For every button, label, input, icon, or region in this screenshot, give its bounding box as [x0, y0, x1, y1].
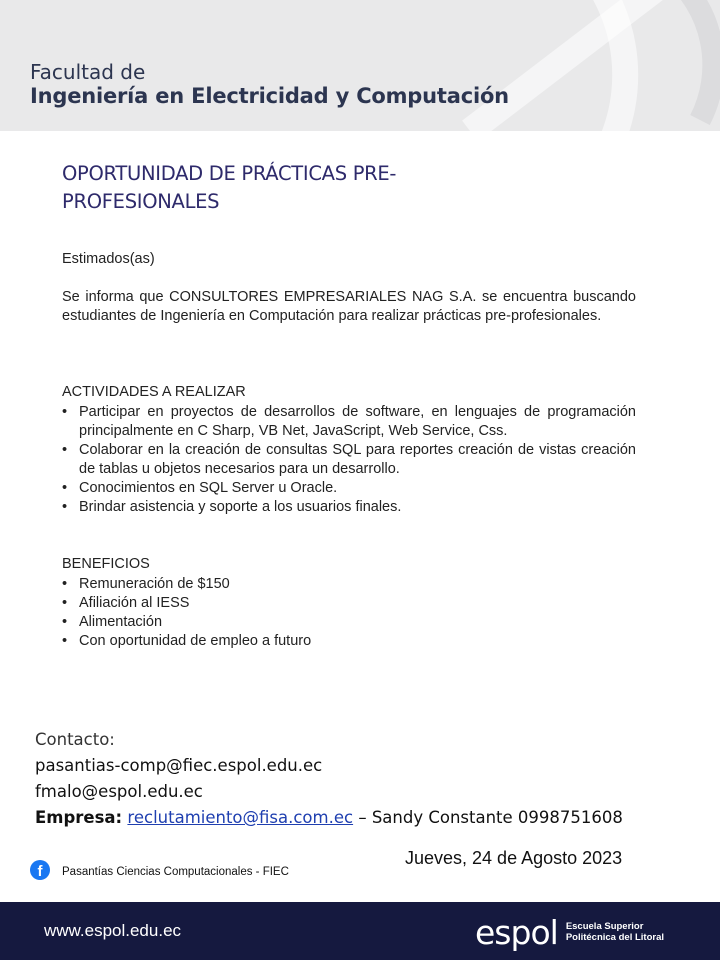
espol-logo: [475, 912, 664, 952]
espol-logo-subtitle: Escuela Superior Politécnica del Litoral: [565, 921, 665, 943]
contact-email-secondary: fmalo@espol.edu.ec: [35, 782, 203, 801]
bullet-icon: •: [62, 633, 68, 649]
publication-date: Jueves, 24 de Agosto 2023: [405, 848, 623, 868]
list-item: • Colaborar en la creación de consultas SQL para reportes creación de vistas creación de tablas u objetos necesarios para un desarrollo.: [62, 442, 636, 477]
bullet-icon: •: [62, 576, 68, 592]
faculty-name-line1: Facultad de: [30, 60, 146, 84]
faculty-name-line2: Ingeniería en Electricidad y Computación: [30, 84, 509, 108]
facebook-icon: f: [30, 860, 50, 880]
company-contact-person: – Sandy Constante 0998751608: [358, 808, 623, 827]
greeting: Estimados(as): [62, 251, 155, 267]
list-item: • Alimentación: [62, 614, 163, 630]
list-item: • Brindar asistencia y soporte a los usuarios finales.: [62, 499, 402, 515]
page-footer: [0, 902, 720, 960]
contact-email-primary: pasantias-comp@fiec.espol.edu.ec: [35, 756, 323, 775]
bullet-icon: •: [62, 404, 68, 420]
list-item: • Remuneración de $150: [62, 576, 230, 592]
list-item: • Afiliación al IESS: [62, 595, 190, 611]
bullet-icon: •: [62, 442, 68, 458]
bullet-icon: •: [62, 499, 68, 515]
activities-list: [62, 403, 636, 517]
bullet-icon: •: [62, 480, 68, 496]
facebook-page-link[interactable]: [30, 860, 289, 880]
facebook-page-name: Pasantías Ciencias Computacionales - FIEC: [62, 866, 289, 878]
intro-paragraph: Se informa que CONSULTORES EMPRESARIALES NAG S.A. se encuentra buscando estudiantes de Ingeniería en Computación para realizar prácticas pre-profesionales.: [62, 289, 636, 324]
list-item: • Participar en proyectos de desarrollos de software, en lenguajes de programación principalmente en C Sharp, VB Net, JavaScript, Web Service, Css.: [62, 404, 636, 439]
company-contact-line: [35, 805, 623, 831]
document-title: OPORTUNIDAD DE PRÁCTICAS PRE-PROFESIONALES: [62, 162, 397, 213]
contact-block: [35, 727, 623, 831]
benefits-heading: BENEFICIOS: [62, 556, 150, 572]
contact-label: Contacto:: [35, 730, 115, 749]
page-header: [0, 0, 720, 131]
benefits-list: [62, 575, 636, 651]
website-url[interactable]: www.espol.edu.ec: [44, 921, 182, 940]
list-item: • Con oportunidad de empleo a futuro: [62, 633, 312, 649]
bullet-icon: •: [62, 595, 68, 611]
list-item: • Conocimientos en SQL Server u Oracle.: [62, 480, 338, 496]
company-email-link[interactable]: reclutamiento@fisa.com.ec: [127, 808, 354, 827]
bullet-icon: •: [62, 614, 68, 630]
espol-logo-word: espol: [475, 912, 558, 952]
activities-heading: ACTIVIDADES A REALIZAR: [62, 384, 246, 400]
company-label: Empresa:: [35, 808, 123, 827]
